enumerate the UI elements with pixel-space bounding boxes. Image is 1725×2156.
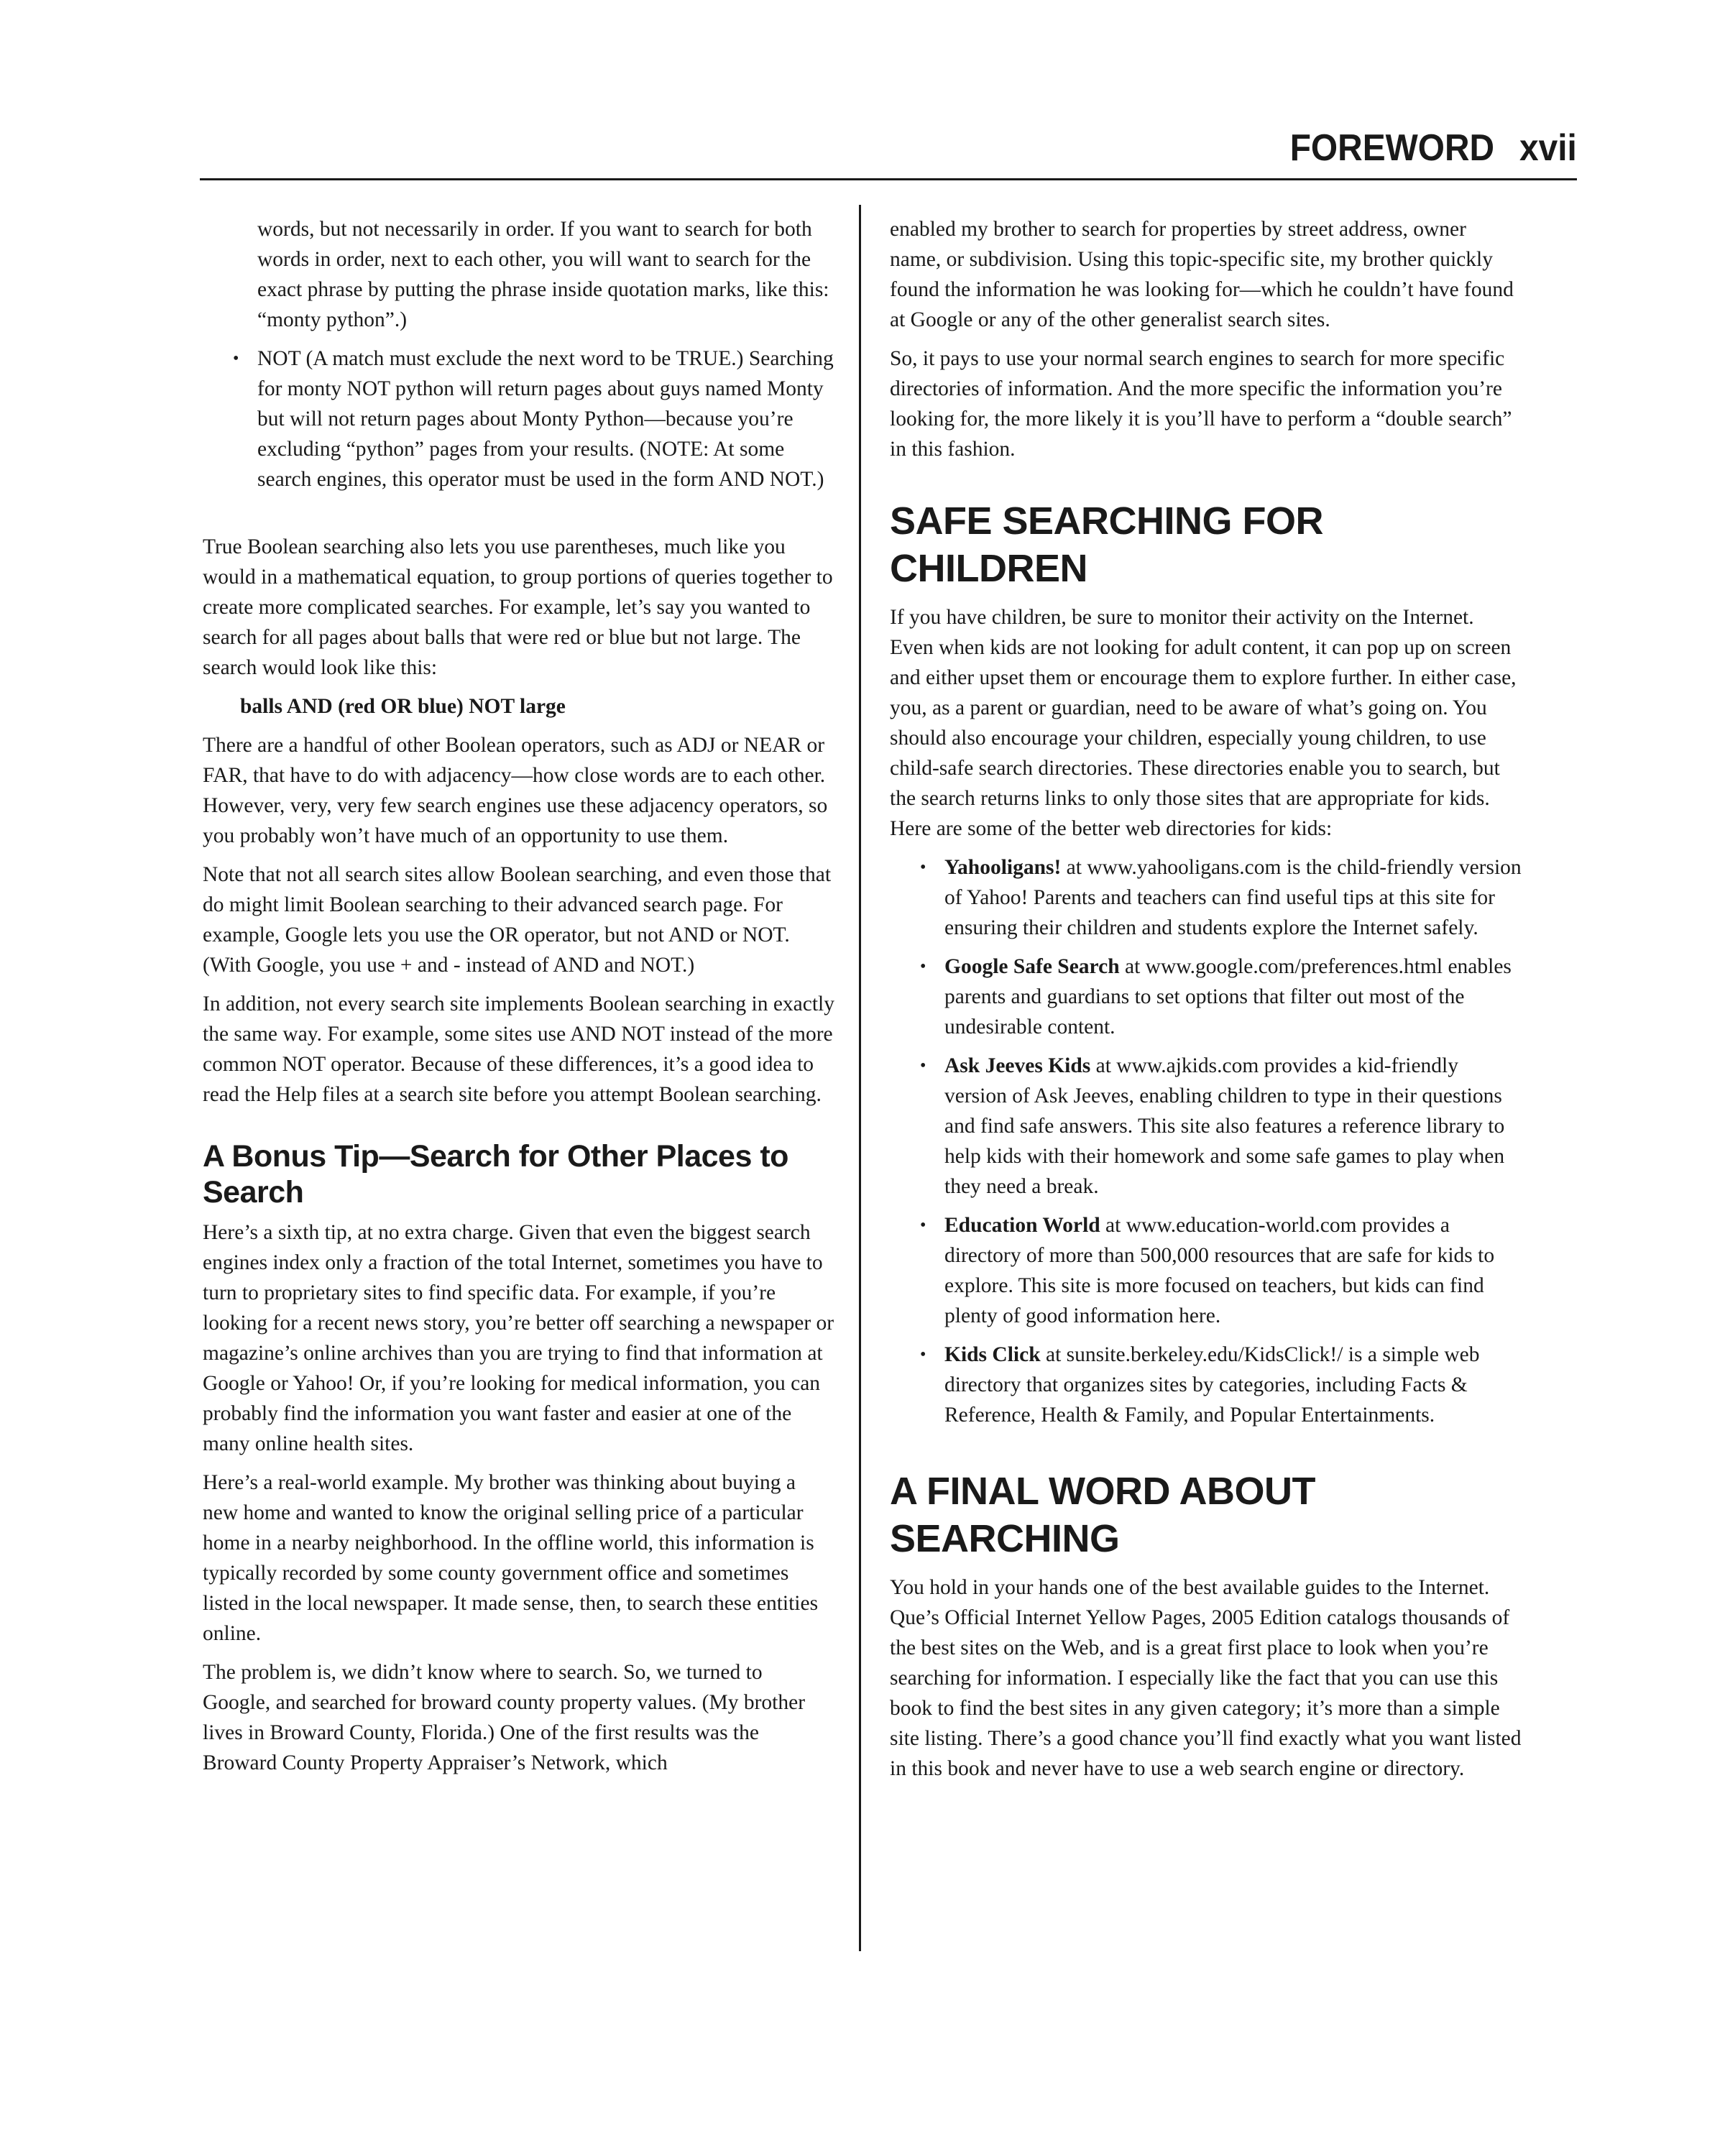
list-item — [890, 952, 1522, 1042]
list-item-name: Google Safe Search — [944, 955, 1120, 978]
list-item-text: at www.yahooligans.com is the child-friendly version of Yahoo! Parents and teachers can find useful tips at this site for ensuring their children and students explore the Internet safely. — [944, 856, 1522, 939]
paragraph-true-boolean: True Boolean searching also lets you use parentheses, much like you would in a mathematical equation, to group portions of queries together to create more complicated searches. For example, let’s say you wanted to search for all pages about balls that were red or blue but not large. The search would look like this: — [203, 535, 833, 679]
chapter-title: FOREWORD — [1289, 127, 1495, 169]
list-item-text: at www.ajkids.com provides a kid-friendly version of Ask Jeeves, enabling children to type in their questions and find safe answers. This site also features a reference library to help kids with their homework and some safe games to play when they need a break. — [944, 1054, 1505, 1198]
right-column — [890, 214, 1522, 1792]
paragraph-enabled: enabled my brother to search for properties by street address, owner name, or subdivision. Using this topic-specific site, my brother quickly found the information he was looking for—which he couldn’t have found at Google or any of the other generalist search sites. — [890, 218, 1514, 331]
list-item-name: Kids Click — [944, 1343, 1041, 1366]
left-column — [203, 214, 835, 1787]
paragraph-note: Note that not all search sites allow Boolean searching, and even those that do might limit Boolean searching to their advanced search page. For example, Google lets you use the OR operator, but not AND or NOT. (With Google, you use + and - instead of AND and NOT.) — [203, 863, 832, 977]
paragraph-handful: There are a handful of other Boolean operators, such as ADJ or NEAR or FAR, that have to do with adjacency—how close words are to each other. However, very, very few search engines use these adjacency operators, so you probably won’t have much of an opportunity to use them. — [203, 734, 828, 847]
list-item-not: • NOT (A match must exclude the next word to be TRUE.) Searching for monty NOT python will return pages about guys named Monty but will not return pages about Monty Python—because you’re excluding “python” pages from your results. (NOTE: At some search engines, this operator must be used in the form AND NOT.) — [203, 344, 835, 494]
column-divider — [859, 205, 861, 1951]
list-item-text: at sunsite.berkeley.edu/KidsClick!/ is a simple web directory that organizes sites by categories, including Facts & Reference, Health & Family, and Popular Entertainments. — [944, 1343, 1480, 1427]
list-item — [890, 1340, 1522, 1430]
kids-directory-list — [890, 852, 1522, 1430]
heading-bonus-tip: A Bonus Tip—Search for Other Places to Search — [203, 1139, 788, 1210]
list-item-name: Education World — [944, 1214, 1100, 1237]
heading-safe-searching: SAFE SEARCHING FOR CHILDREN — [890, 499, 1324, 590]
list-item-text: at www.google.com/preferences.html enables parents and guardians to set options that filter out most of the undesirable content. — [944, 955, 1512, 1038]
list-item — [890, 852, 1522, 943]
page-header — [200, 121, 1577, 180]
paragraph-addition: In addition, not every search site implements Boolean searching in exactly the same way. For example, some sites use AND NOT instead of the more common NOT operator. Because of these differences, it’s a good idea to read the Help files at a search site before you attempt Boolean searching. — [203, 992, 834, 1106]
list-item — [890, 1210, 1522, 1331]
paragraph-problem: The problem is, we didn’t know where to search. So, we turned to Google, and searched for broward county property values. (My brother lives in Broward County, Florida.) One of the first results was the Broward County Property Appraiser’s Network, which — [203, 1661, 806, 1774]
paragraph-real-world: Here’s a real-world example. My brother was thinking about buying a new home and wanted to know the original selling price of a particular home in a nearby neighborhood. In the offline world, this information is typically recorded by some county government office and sometimes listed in the local newspaper. It made sense, then, to search these entities online. — [203, 1471, 819, 1645]
paragraph-pays: So, it pays to use your normal search engines to search for more specific directories of information. And the more specific the information you’re looking for, the more likely it is you’ll have to perform a “double search” in this fashion. — [890, 347, 1512, 461]
list-item — [890, 1051, 1522, 1202]
list-item-name: Ask Jeeves Kids — [944, 1054, 1091, 1077]
paragraph-final: You hold in your hands one of the best available guides to the Internet. Que’s Official Internet Yellow Pages, 2005 Edition catalogs thousands of the best sites on the Web, and is a great first place to look when you’re searching for information. I especially like the fact that you can use this book to find the best sites in any given category; it’s more than a simple site listing. There’s a good chance you’ll find exactly what you want listed in this book and never have to use a web search engine or directory. — [890, 1576, 1522, 1780]
list-item-text: at www.education-world.com provides a directory of more than 500,000 resources that are safe for kids to explore. This site is more focused on teachers, but kids can find plenty of good information here. — [944, 1214, 1495, 1327]
page-number: xvii — [1519, 127, 1577, 169]
heading-final-word: A FINAL WORD ABOUT SEARCHING — [890, 1470, 1315, 1560]
continued-paragraph: words, but not necessarily in order. If you want to search for both words in order, next to each other, you will want to search for the exact phrase by putting the phrase inside quotation marks, like this: “monty python”.) — [257, 218, 829, 331]
paragraph-sixth-tip: Here’s a sixth tip, at no extra charge. Given that even the biggest search engines index only a fraction of the total Internet, sometimes you have to turn to proprietary sites to find specific data. For example, if you’re looking for a recent news story, you’re better off searching a newspaper or magazine’s online archives than you are trying to find that information at Google or Yahoo! Or, if you’re looking for medical information, you can probably find the information you want faster and easier at one of the many online health sites. — [203, 1221, 834, 1455]
query-example: balls AND (red OR blue) NOT large — [240, 695, 566, 718]
list-item-name: Yahooligans! — [944, 856, 1062, 879]
operator-list — [203, 344, 835, 494]
running-head — [1290, 126, 1577, 170]
paragraph-children: If you have children, be sure to monitor their activity on the Internet. Even when kids are not looking for adult content, it can pop up on screen and either upset them or encourage them to explore further. In either case, you, as a parent or guardian, need to be aware of what’s going on. You should also encourage your children, especially young children, to use child-safe search directories. These directories enable you to search, but the search returns links to only those sites that are appropriate for kids. Here are some of the better web directories for kids: — [890, 606, 1517, 840]
